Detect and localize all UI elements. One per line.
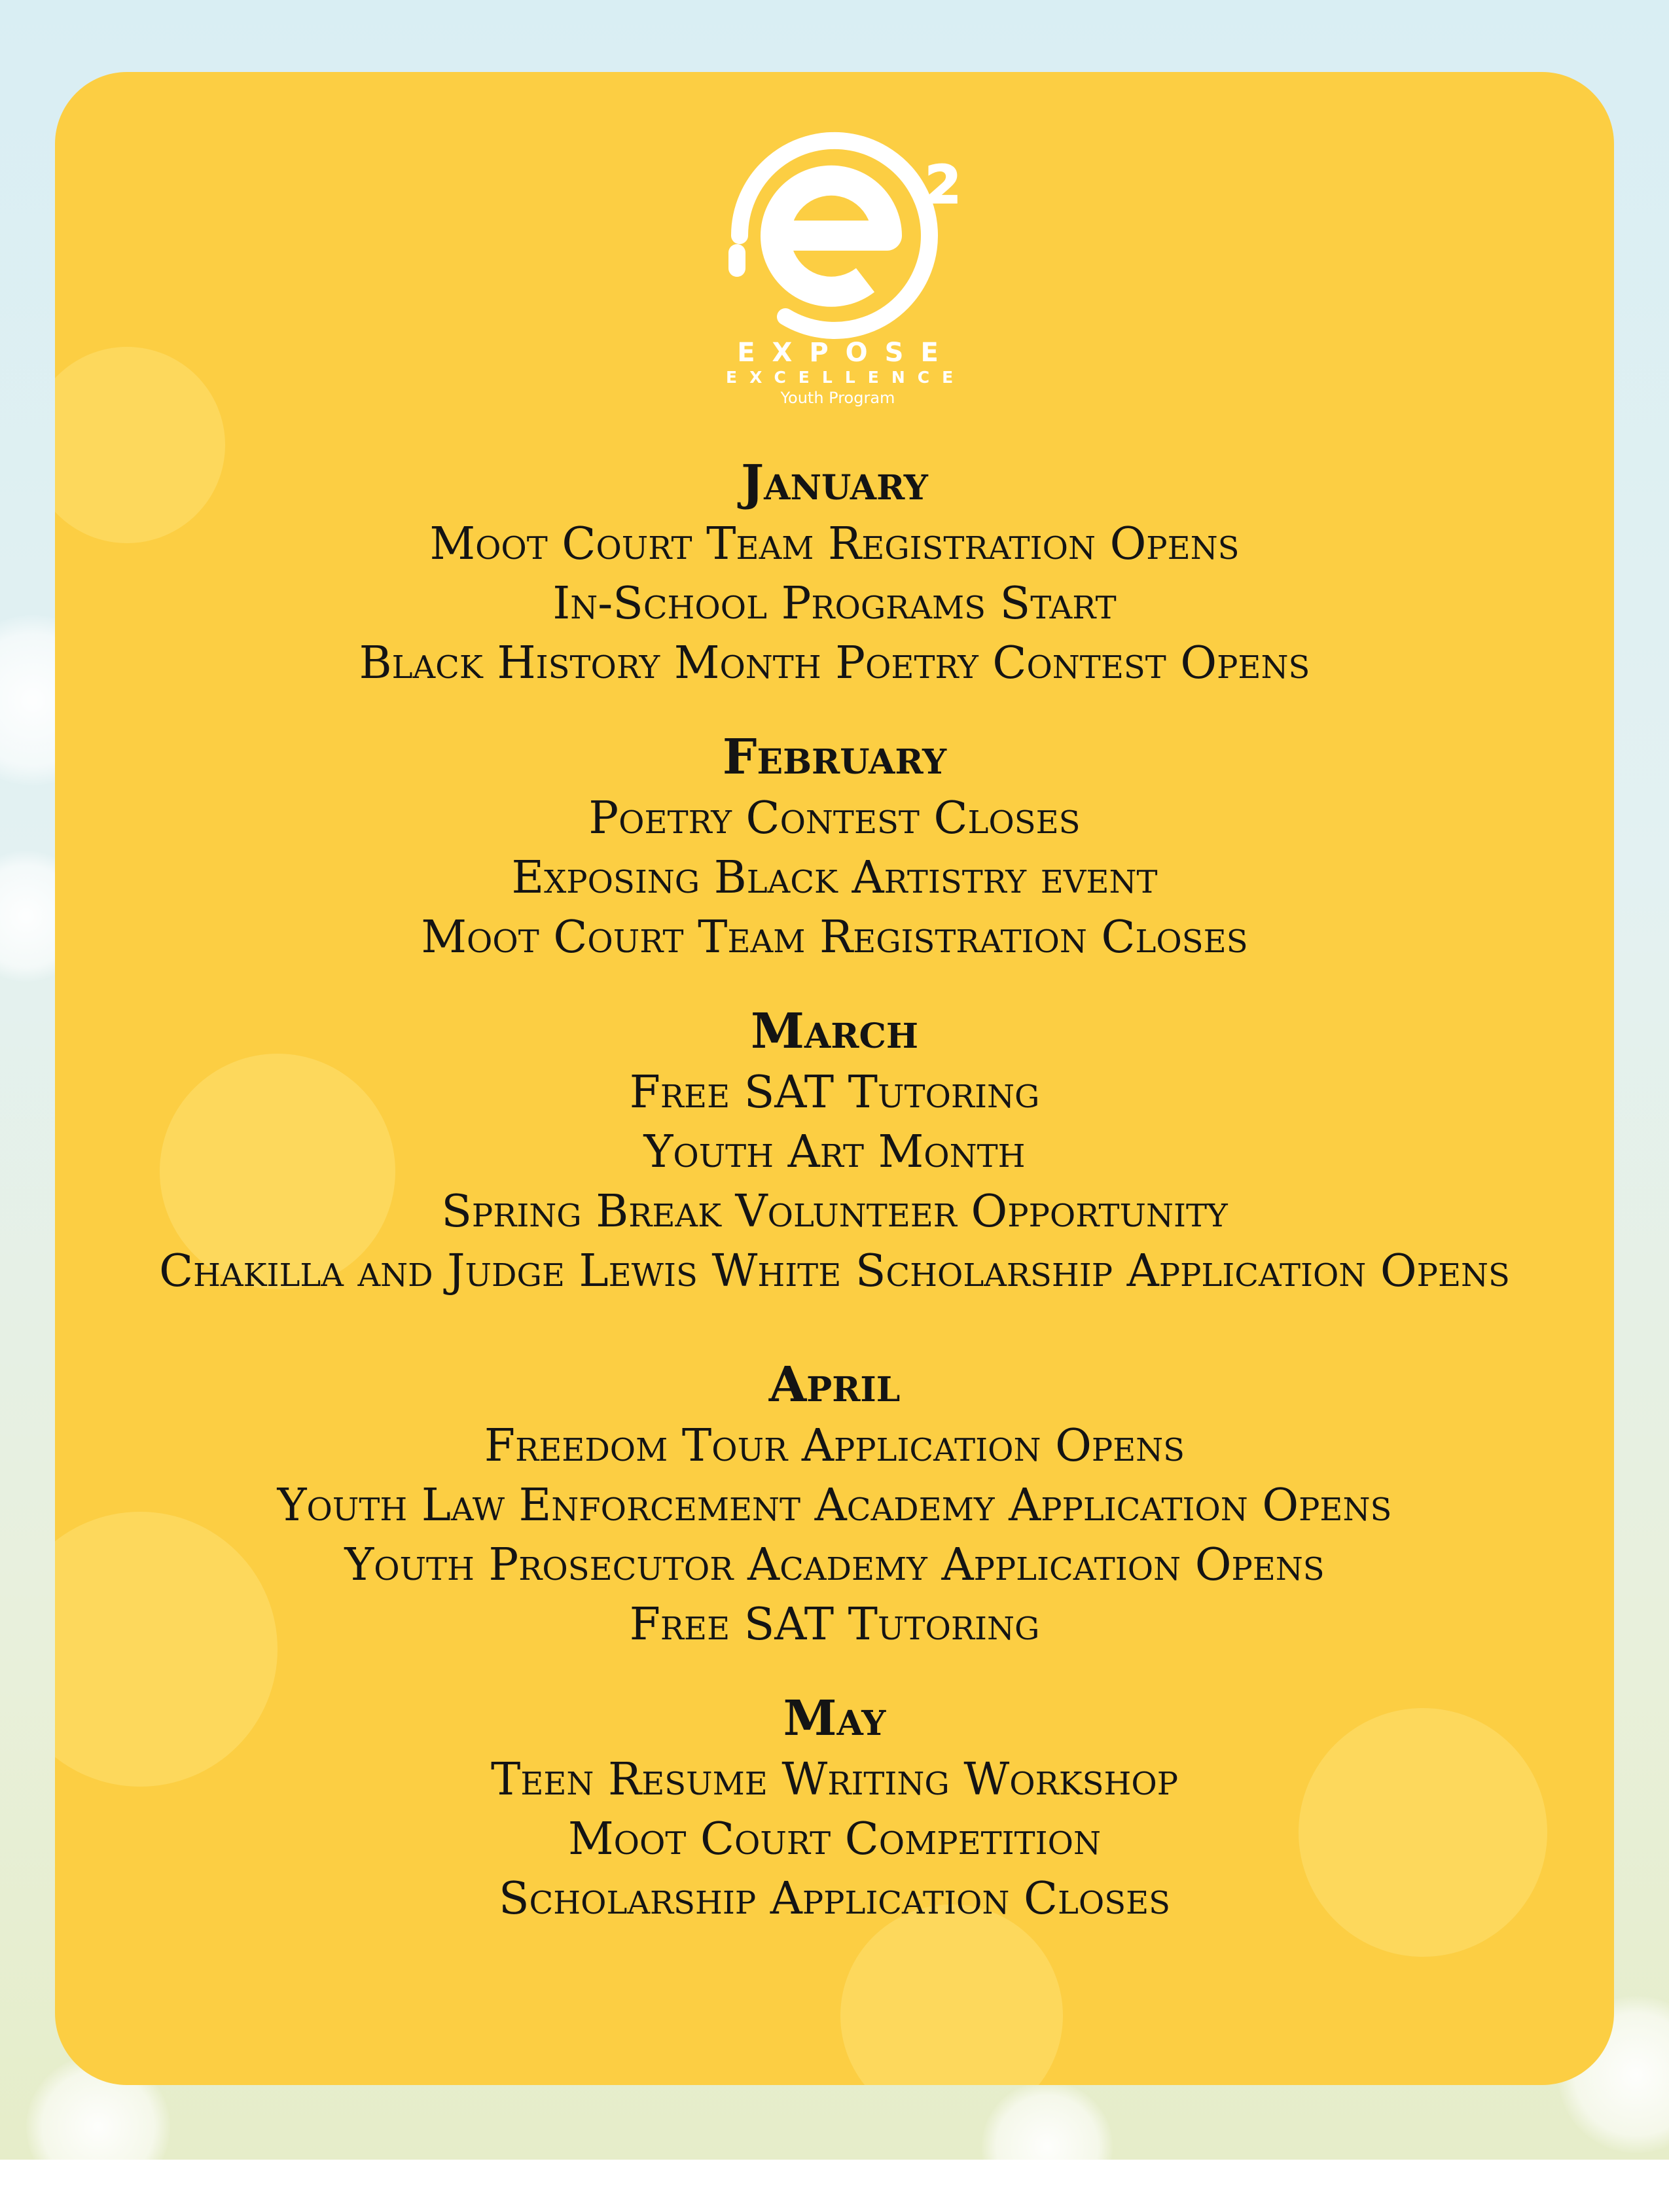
event-item: Freedom Tour Application Opens	[484, 1420, 1185, 1472]
section-spacer	[55, 1654, 1614, 1687]
event-item: Free SAT Tutoring	[629, 1067, 1040, 1118]
section-spacer	[55, 1301, 1614, 1353]
monthly-schedule	[55, 452, 1614, 1929]
expose-excellence-logo	[713, 124, 966, 412]
blossom-decoration	[982, 2081, 1113, 2212]
section-spacer	[55, 967, 1614, 1000]
event-item: In-School Programs Start	[552, 578, 1117, 630]
blossom-shadow-decoration	[840, 1904, 1063, 2085]
event-item: Spring Break Volunteer Opportunity	[441, 1186, 1228, 1238]
logo-name-line2: EXCELLENCE	[726, 368, 966, 387]
logo-superscript: 2	[925, 154, 961, 215]
event-item: Moot Court Competition	[568, 1813, 1101, 1865]
event-item: Youth Law Enforcement Academy Application Opens	[277, 1480, 1392, 1531]
event-item: Scholarship Application Closes	[498, 1873, 1171, 1925]
month-section-february	[55, 726, 1614, 967]
month-section-march	[55, 1000, 1614, 1301]
logo-tagline: Youth Program	[780, 389, 895, 407]
month-heading: January	[741, 455, 928, 511]
event-item: Poetry Contest Closes	[588, 793, 1081, 844]
logo-name-line1: EXPOSE	[737, 338, 956, 368]
month-section-april	[55, 1353, 1614, 1654]
event-item: Moot Court Team Registration Opens	[429, 518, 1240, 570]
month-heading: April	[768, 1357, 901, 1413]
month-heading: May	[783, 1690, 886, 1747]
e-squared-logo-icon	[713, 124, 962, 340]
month-section-may	[55, 1687, 1614, 1929]
month-heading: February	[722, 729, 947, 785]
event-item: Chakilla and Judge Lewis White Scholarship Application Opens	[159, 1245, 1510, 1297]
event-item: Free SAT Tutoring	[629, 1599, 1040, 1650]
section-spacer	[55, 693, 1614, 726]
month-section-january	[55, 452, 1614, 693]
event-item: Teen Resume Writing Workshop	[491, 1754, 1178, 1806]
event-item: Youth Art Month	[643, 1126, 1026, 1178]
event-item: Youth Prosecutor Academy Application Opens	[344, 1539, 1325, 1591]
event-item: Exposing Black Artistry event	[511, 852, 1158, 904]
event-item: Black History Month Poetry Contest Opens	[359, 637, 1310, 689]
event-item: Moot Court Team Registration Closes	[421, 912, 1248, 963]
month-heading: March	[751, 1003, 918, 1060]
